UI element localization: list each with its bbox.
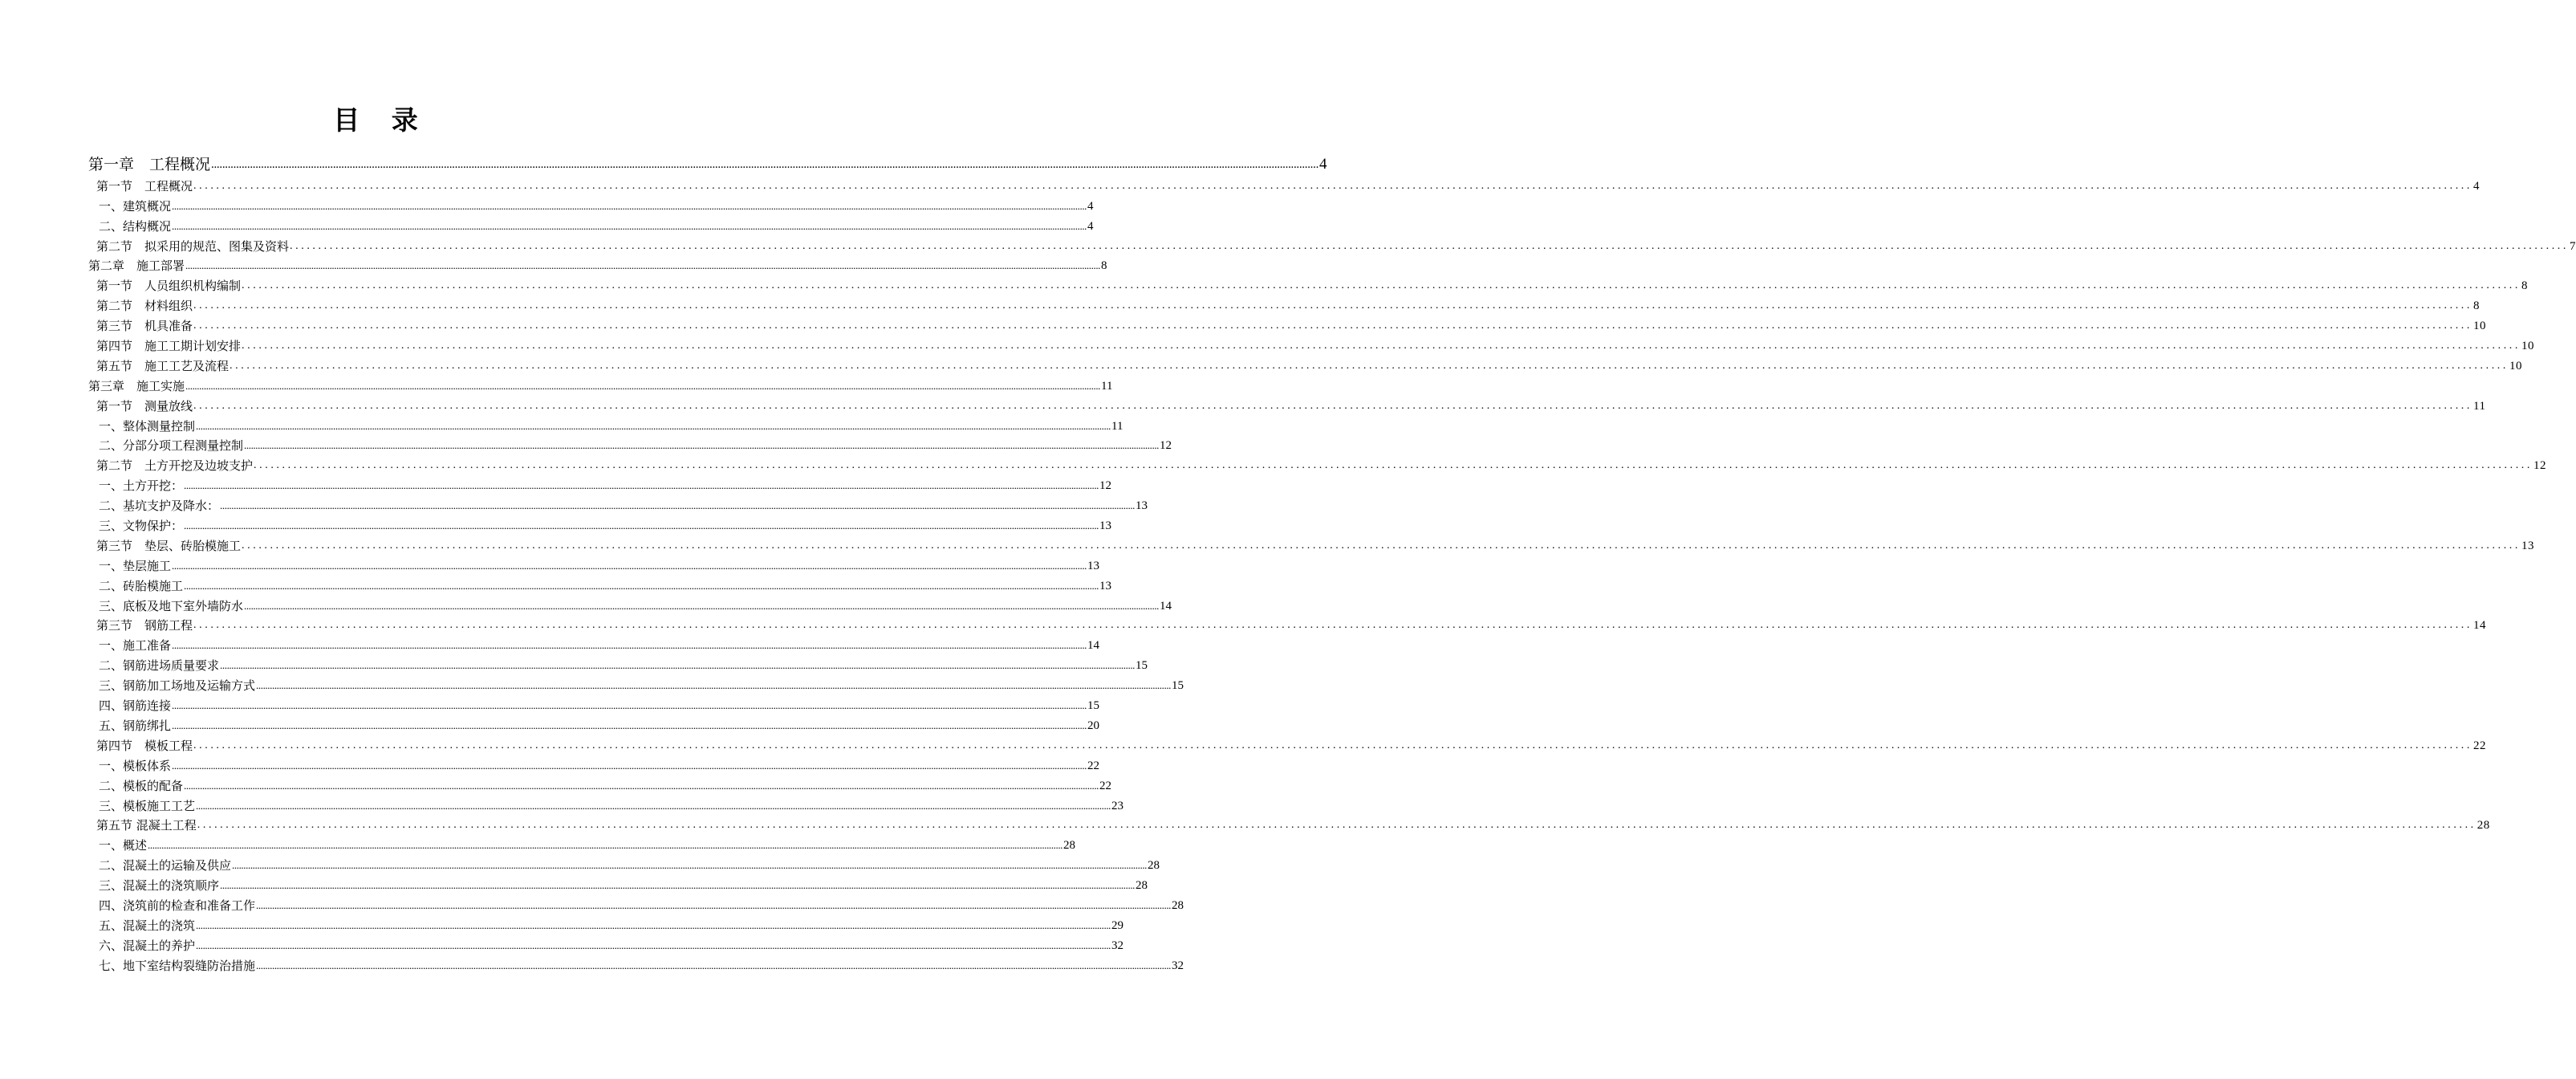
toc-entry[interactable] <box>88 473 1112 494</box>
toc-entry-page-number: 4 <box>2473 179 2481 193</box>
toc-entry-page-number: 12 <box>1160 439 1172 453</box>
toc-entry[interactable] <box>88 713 1100 733</box>
toc-dot-leader: ................................................................................................................................................................................................................................................................................................................................................................................................................ <box>193 399 2473 412</box>
toc-entry-label: 一、土方开挖： <box>99 478 184 494</box>
toc-entry-label: 三、底板及地下室外墙防水 <box>99 598 244 613</box>
toc-entry[interactable] <box>88 273 2529 294</box>
toc-entry[interactable] <box>88 493 1148 514</box>
toc-dot-leader: ................................................................................................................................................................................................................................................................................................................................................................................................................ <box>193 320 2473 332</box>
toc-dot-leader: ................................................................................................................................................................................................................................................................................................................................................................................................................ <box>256 898 1172 911</box>
toc-entry-page-number: 28 <box>1172 898 1184 912</box>
toc-entry-label: 三、文物保护： <box>99 519 184 534</box>
toc-entry-page-number: 4 <box>1087 199 1094 213</box>
toc-entry[interactable] <box>88 173 2481 193</box>
toc-entry-label: 一、建筑概况 <box>99 198 172 214</box>
toc-entry[interactable] <box>88 613 2487 633</box>
toc-entry-page-number: 4 <box>1319 156 1327 173</box>
toc-entry-page-number: 7 <box>2570 239 2576 253</box>
toc-entry[interactable] <box>88 393 2486 413</box>
toc-entry-label: 第一节 工程概况 <box>96 178 193 193</box>
toc-entry-label: 三、钢筋加工场地及运输方式 <box>99 678 256 694</box>
toc-dot-leader: ................................................................................................................................................................................................................................................................................................................................................................................................................ <box>211 158 1319 171</box>
toc-entry-page-number: 12 <box>1099 479 1112 493</box>
toc-entry-label: 第三节 垫层、砖胎模施工 <box>96 538 242 553</box>
toc-entry[interactable] <box>88 214 1094 234</box>
toc-dot-leader: ................................................................................................................................................................................................................................................................................................................................................................................................................ <box>242 539 2521 552</box>
toc-dot-leader: ................................................................................................................................................................................................................................................................................................................................................................................................................ <box>242 340 2521 352</box>
toc-entry-page-number: 22 <box>1087 759 1100 772</box>
toc-dot-leader: ................................................................................................................................................................................................................................................................................................................................................................................................................ <box>256 959 1172 971</box>
toc-entry[interactable] <box>88 413 1123 434</box>
toc-entry-page-number: 22 <box>2473 739 2487 752</box>
toc-entry-label: 二、分部分项工程测量控制 <box>99 438 244 454</box>
toc-entry-label: 一、垫层施工 <box>99 558 172 573</box>
toc-entry-page-number: 13 <box>2521 539 2535 552</box>
toc-entry-page-number: 14 <box>2473 619 2487 633</box>
toc-dot-leader: ................................................................................................................................................................................................................................................................................................................................................................................................................ <box>196 799 1111 812</box>
toc-entry-label: 四、浇筑前的检查和准备工作 <box>99 898 256 913</box>
toc-entry-page-number: 11 <box>1101 379 1113 393</box>
toc-entry[interactable] <box>88 234 2576 254</box>
toc-dot-leader: ................................................................................................................................................................................................................................................................................................................................................................................................................ <box>197 819 2476 832</box>
toc-dot-leader: ................................................................................................................................................................................................................................................................................................................................................................................................................ <box>256 679 1172 692</box>
toc-entry-page-number: 15 <box>1172 679 1184 693</box>
toc-dot-leader: ................................................................................................................................................................................................................................................................................................................................................................................................................ <box>184 479 1099 492</box>
toc-entry-label: 第一节 人员组织机构编制 <box>96 279 242 294</box>
toc-entry-page-number: 15 <box>1136 659 1148 673</box>
toc-entry-label: 五、钢筋绑扎 <box>99 718 172 733</box>
toc-dot-leader: ................................................................................................................................................................................................................................................................................................................................................................................................................ <box>244 599 1160 612</box>
toc-entry-page-number: 22 <box>1099 779 1112 792</box>
toc-entry-label: 第一章 工程概况 <box>88 156 211 173</box>
toc-entry-page-number: 13 <box>1099 579 1112 592</box>
toc-entry[interactable] <box>88 333 2535 354</box>
toc-entry-page-number: 8 <box>2473 299 2481 313</box>
toc-entry-page-number: 13 <box>1136 499 1148 513</box>
toc-entry-page-number: 11 <box>1111 419 1123 433</box>
toc-dot-leader: ................................................................................................................................................................................................................................................................................................................................................................................................................ <box>220 659 1136 672</box>
toc-dot-leader: ................................................................................................................................................................................................................................................................................................................................................................................................................ <box>184 779 1099 792</box>
toc-dot-leader: ................................................................................................................................................................................................................................................................................................................................................................................................................ <box>230 359 2509 372</box>
toc-dot-leader: ................................................................................................................................................................................................................................................................................................................................................................................................................ <box>172 759 1087 772</box>
toc-entry-page-number: 8 <box>2521 279 2529 293</box>
toc-entry-label: 第三节 钢筋工程 <box>96 618 193 633</box>
toc-entry[interactable] <box>88 293 2481 314</box>
toc-dot-leader: ................................................................................................................................................................................................................................................................................................................................................................................................................ <box>220 499 1136 512</box>
toc-dot-leader: ................................................................................................................................................................................................................................................................................................................................................................................................................ <box>172 699 1087 712</box>
toc-dot-leader: ................................................................................................................................................................................................................................................................................................................................................................................................................ <box>254 459 2533 472</box>
toc-entry[interactable] <box>88 453 2547 474</box>
toc-entry[interactable] <box>88 353 2523 373</box>
toc-entry-label: 一、施工准备 <box>99 638 172 654</box>
toc-entry-label: 第五节 施工工艺及流程 <box>96 358 230 373</box>
toc-entry[interactable] <box>88 149 1327 173</box>
toc-dot-leader: ................................................................................................................................................................................................................................................................................................................................................................................................................ <box>172 199 1087 212</box>
toc-entry-page-number: 29 <box>1111 918 1124 932</box>
toc-entry-page-number: 13 <box>1099 519 1112 533</box>
toc-entry-label: 六、混凝土的养护 <box>99 938 196 953</box>
toc-dot-leader: ................................................................................................................................................................................................................................................................................................................................................................................................................ <box>172 219 1087 232</box>
toc-entry[interactable] <box>88 673 1184 694</box>
toc-entry-label: 一、模板体系 <box>99 758 172 773</box>
toc-dot-leader: ................................................................................................................................................................................................................................................................................................................................................................................................................ <box>148 839 1063 852</box>
toc-entry[interactable] <box>88 733 2487 753</box>
toc-dot-leader: ................................................................................................................................................................................................................................................................................................................................................................................................................ <box>172 719 1087 731</box>
toc-entry-page-number: 28 <box>2476 819 2490 833</box>
toc-entry-label: 二、混凝土的运输及供应 <box>99 858 232 873</box>
toc-entry[interactable] <box>88 893 1184 913</box>
toc-entry-label: 二、结构概况 <box>99 218 172 234</box>
toc-entry-label: 第二章 施工部署 <box>88 259 185 274</box>
toc-entry[interactable] <box>88 313 2487 334</box>
toc-entry-page-number: 13 <box>1087 559 1100 572</box>
toc-entry-label: 七、地下室结构裂缝防治措施 <box>99 958 256 973</box>
toc-dot-leader: ................................................................................................................................................................................................................................................................................................................................................................................................................ <box>172 639 1087 652</box>
toc-entry[interactable] <box>88 633 1100 654</box>
toc-entry-label: 第二节 拟采用的规范、图集及资料 <box>96 238 290 254</box>
toc-entry-page-number: 28 <box>1063 839 1076 853</box>
toc-entry[interactable] <box>88 573 1112 593</box>
toc-dot-leader: ................................................................................................................................................................................................................................................................................................................................................................................................................ <box>220 879 1136 892</box>
toc-entry[interactable] <box>88 753 1100 773</box>
toc-entry[interactable] <box>88 853 1160 873</box>
toc-dot-leader: ................................................................................................................................................................................................................................................................................................................................................................................................................ <box>172 559 1087 572</box>
toc-entry[interactable] <box>88 793 1124 813</box>
toc-entry-page-number: 10 <box>2521 340 2535 353</box>
toc-entry-label: 一、整体测量控制 <box>99 418 196 434</box>
toc-dot-leader: ................................................................................................................................................................................................................................................................................................................................................................................................................ <box>185 379 1101 392</box>
toc-entry-page-number: 28 <box>1136 879 1148 893</box>
toc-entry-label: 三、模板施工工艺 <box>99 798 196 813</box>
toc-dot-leader: ................................................................................................................................................................................................................................................................................................................................................................................................................ <box>193 619 2473 632</box>
toc-dot-leader: ................................................................................................................................................................................................................................................................................................................................................................................................................ <box>232 859 1148 872</box>
toc-entry-label: 一、概述 <box>99 838 148 853</box>
toc-dot-leader: ................................................................................................................................................................................................................................................................................................................................................................................................................ <box>196 918 1111 931</box>
toc-dot-leader: ................................................................................................................................................................................................................................................................................................................................................................................................................ <box>244 439 1160 452</box>
toc-dot-leader: ................................................................................................................................................................................................................................................................................................................................................................................................................ <box>185 259 1101 272</box>
toc-entry[interactable] <box>88 953 1184 973</box>
toc-entry-page-number: 32 <box>1172 959 1184 972</box>
toc-entry-page-number: 10 <box>2473 320 2487 333</box>
toc-entry-label: 二、砖胎模施工 <box>99 578 184 593</box>
toc-entry-label: 二、模板的配备 <box>99 778 184 793</box>
toc-entry[interactable] <box>88 913 1124 933</box>
toc-entry-label: 四、钢筋连接 <box>99 698 172 714</box>
toc-entry-label: 五、混凝土的浇筑 <box>99 918 196 933</box>
toc-entry-page-number: 15 <box>1087 699 1100 713</box>
toc-entry-page-number: 4 <box>1087 219 1094 233</box>
toc-entry-label: 三、混凝土的浇筑顺序 <box>99 878 220 894</box>
toc-entry[interactable] <box>88 933 1124 953</box>
toc-entry[interactable] <box>88 653 1148 674</box>
toc-dot-leader: ................................................................................................................................................................................................................................................................................................................................................................................................................ <box>193 739 2473 751</box>
toc-title: 目 录 <box>333 104 429 136</box>
toc-entry-label: 第一节 测量放线 <box>96 398 193 413</box>
toc-dot-leader: ................................................................................................................................................................................................................................................................................................................................................................................................................ <box>184 579 1099 592</box>
toc-entry-page-number: 14 <box>1087 639 1100 653</box>
toc-entry[interactable] <box>88 193 1094 214</box>
toc-dot-leader: ................................................................................................................................................................................................................................................................................................................................................................................................................ <box>184 519 1099 532</box>
table-of-contents <box>88 149 2576 973</box>
toc-entry-label: 第四节 模板工程 <box>96 738 193 753</box>
toc-entry-page-number: 11 <box>2473 399 2486 413</box>
toc-entry-label: 第二节 材料组织 <box>96 299 193 314</box>
toc-entry[interactable] <box>88 833 1076 853</box>
toc-entry[interactable] <box>88 373 1113 393</box>
toc-entry-label: 第五节 混凝土工程 <box>96 818 197 833</box>
toc-dot-leader: ................................................................................................................................................................................................................................................................................................................................................................................................................ <box>196 939 1111 951</box>
toc-entry-page-number: 10 <box>2509 359 2523 373</box>
toc-entry-page-number: 8 <box>1101 259 1107 273</box>
toc-entry-label: 第四节 施工工期计划安排 <box>96 339 242 354</box>
toc-entry[interactable] <box>88 593 1172 613</box>
toc-entry[interactable] <box>88 254 1107 274</box>
toc-dot-leader: ................................................................................................................................................................................................................................................................................................................................................................................................................ <box>290 239 2570 252</box>
toc-entry-page-number: 12 <box>2533 459 2547 473</box>
toc-entry-label: 二、基坑支护及降水： <box>99 499 220 514</box>
toc-entry[interactable] <box>88 693 1100 714</box>
toc-entry-page-number: 23 <box>1111 799 1124 812</box>
toc-entry[interactable] <box>88 513 1112 534</box>
toc-entry-label: 二、钢筋进场质量要求 <box>99 658 220 674</box>
toc-dot-leader: ................................................................................................................................................................................................................................................................................................................................................................................................................ <box>193 179 2473 192</box>
toc-entry[interactable] <box>88 533 2535 553</box>
toc-entry[interactable] <box>88 813 2490 833</box>
toc-entry-page-number: 32 <box>1111 939 1124 952</box>
toc-dot-leader: ................................................................................................................................................................................................................................................................................................................................................................................................................ <box>196 419 1111 432</box>
toc-entry-label: 第三章 施工实施 <box>88 378 185 393</box>
toc-dot-leader: ................................................................................................................................................................................................................................................................................................................................................................................................................ <box>242 279 2521 292</box>
toc-dot-leader: ................................................................................................................................................................................................................................................................................................................................................................................................................ <box>193 299 2473 312</box>
toc-entry-page-number: 20 <box>1087 719 1100 732</box>
toc-entry-page-number: 14 <box>1160 599 1172 613</box>
toc-entry[interactable] <box>88 553 1100 573</box>
toc-entry[interactable] <box>88 434 1172 454</box>
toc-entry-label: 第二节 土方开挖及边坡支护 <box>96 458 254 474</box>
toc-entry-page-number: 28 <box>1148 859 1160 873</box>
toc-entry[interactable] <box>88 873 1148 894</box>
toc-entry-label: 第三节 机具准备 <box>96 319 193 334</box>
toc-entry[interactable] <box>88 773 1112 793</box>
